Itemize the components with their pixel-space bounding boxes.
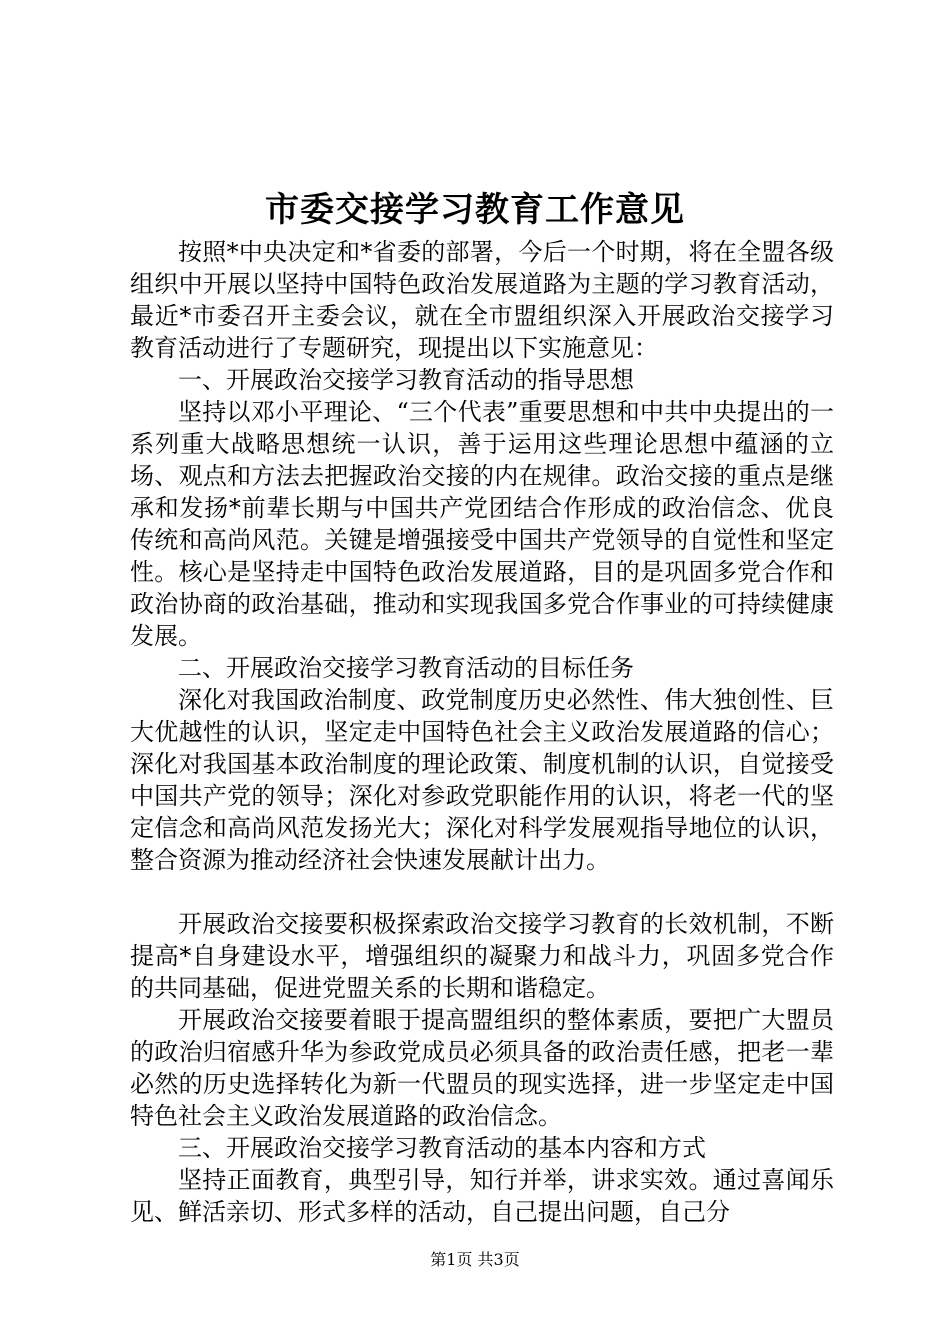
paragraph-guiding-thought: 坚持以邓小平理论、“三个代表”重要思想和中共中央提出的一系列重大战略思想统一认识，善于运用这些理论思想中蕴涵的立场、观点和方法去把握政治交接的内在规律。政治交接的重点是继承和发扬*前辈长期与中国共产党团结合作形成的政治信念、优良传统和高尚风范。关键是增强接受中国共产党领导的自觉性和坚定性。核心是坚持走中国特色政治发展道路，目的是巩固多党合作和政治协商的政治基础，推动和实现我国多党合作事业的可持续健康发展。 (130, 398, 834, 650)
paragraph-long-term-mechanism: 开展政治交接要积极探索政治交接学习教育的长效机制，不断提高*自身建设水平，增强组织的凝聚力和战斗力，巩固多党合作的共同基础，促进党盟关系的长期和谐稳定。 (130, 910, 834, 1002)
section-heading-3: 三、开展政治交接学习教育活动的基本内容和方式 (178, 1134, 706, 1162)
paragraph-overall-quality: 开展政治交接要着眼于提高盟组织的整体素质，要把广大盟员的政治归宿感升华为参政党成员必须具备的政治责任感，把老一辈必然的历史选择转化为新一代盟员的现实选择，进一步坚定走中国特色社会主义政治发展道路的政治信念。 (130, 1006, 834, 1130)
document-title: 市委交接学习教育工作意见 (265, 190, 685, 230)
document-body (130, 236, 834, 1228)
paragraph-methods: 坚持正面教育，典型引导，知行并举，讲求实效。通过喜闻乐见、鲜活亲切、形式多样的活动，自己提出问题，自己分 (130, 1166, 834, 1226)
paragraph-goals: 深化对我国政治制度、政党制度历史必然性、伟大独创性、巨大优越性的认识，坚定走中国特色社会主义政治发展道路的信心；深化对我国基本政治制度的理论政策、制度机制的认识，自觉接受中国共产党的领导；深化对参政党职能作用的认识，将老一代的坚定信念和高尚风范发扬光大；深化对科学发展观指导地位的认识，整合资源为推动经济社会快速发展献计出力。 (130, 686, 834, 874)
section-heading-1: 一、开展政治交接学习教育活动的指导思想 (178, 366, 634, 394)
paragraph-intro: 按照*中央决定和*省委的部署，今后一个时期，将在全盟各级组织中开展以坚持中国特色政治发展道路为主题的学习教育活动，最近*市委召开主委会议，就在全市盟组织深入开展政治交接学习教育活动进行了专题研究，现提出以下实施意见： (130, 238, 834, 362)
section-heading-2: 二、开展政治交接学习教育活动的目标任务 (178, 654, 634, 682)
page-number-footer: 第1页 共3页 (430, 1250, 520, 1269)
